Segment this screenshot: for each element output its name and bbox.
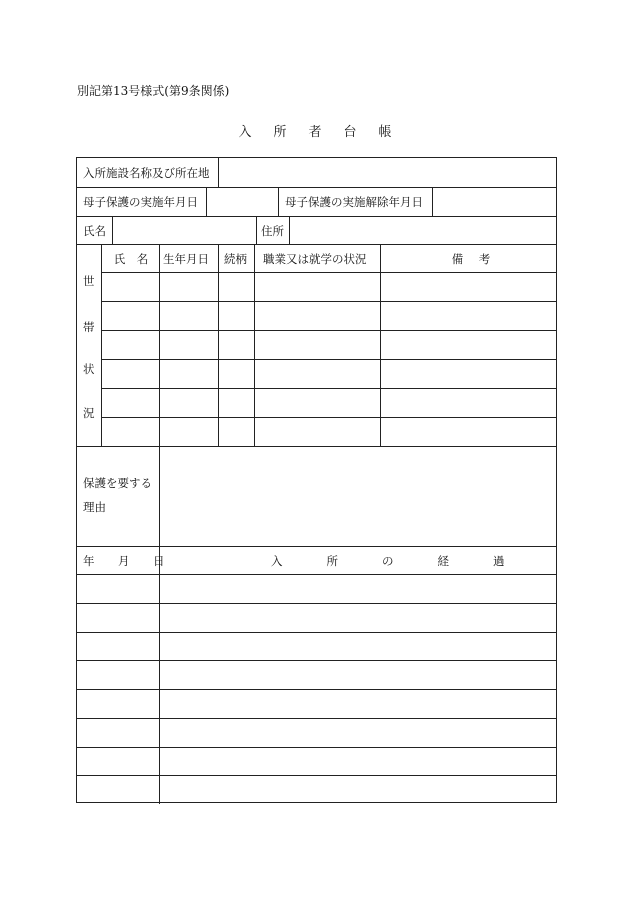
divider (101, 301, 556, 302)
history-row-3-date-cell[interactable] (79, 634, 157, 659)
divider (77, 747, 556, 748)
household-row-4-occupation-cell[interactable] (256, 361, 378, 386)
household-row-6-birthdate-cell[interactable] (161, 419, 216, 444)
divider (159, 244, 160, 446)
col-header-name: 氏 名 (113, 252, 149, 266)
household-row-1-occupation-cell[interactable] (256, 274, 378, 299)
divider (254, 244, 255, 446)
divider (101, 388, 556, 389)
divider (218, 158, 219, 187)
household-row-4-name-cell[interactable] (103, 361, 157, 386)
history-row-6-progress-cell[interactable] (161, 720, 554, 745)
household-row-1-relation-cell[interactable] (220, 274, 252, 299)
col-header-relation: 続柄 (224, 252, 247, 266)
history-row-2-date-cell[interactable] (79, 605, 157, 630)
household-row-3-occupation-cell[interactable] (256, 332, 378, 357)
household-row-5-birthdate-cell[interactable] (161, 390, 216, 415)
divider (101, 244, 102, 446)
col-header-occupation: 職業又は就学の状況 (263, 252, 367, 266)
divider (432, 187, 433, 216)
household-row-2-name-cell[interactable] (103, 303, 157, 328)
address-label: 住所 (261, 224, 284, 238)
reason-label-line-1: 保護を要する (83, 476, 152, 490)
divider (77, 216, 556, 217)
household-row-5-name-cell[interactable] (103, 390, 157, 415)
divider (159, 446, 160, 804)
household-side-label-3: 状 (83, 362, 95, 376)
household-row-4-birthdate-cell[interactable] (161, 361, 216, 386)
history-date-header: 年 月 日 (83, 554, 171, 568)
history-row-4-progress-cell[interactable] (161, 662, 554, 687)
protection-end-label: 母子保護の実施解除年月日 (285, 195, 423, 209)
history-row-1-date-cell[interactable] (79, 576, 157, 601)
page-title: 入所者台帳 (238, 125, 414, 140)
divider (256, 216, 257, 244)
col-header-remarks: 備 考 (451, 252, 493, 266)
divider (101, 359, 556, 360)
household-side-label-4: 況 (83, 406, 95, 420)
divider (77, 660, 556, 661)
household-row-4-relation-cell[interactable] (220, 361, 252, 386)
name-label: 氏名 (83, 224, 106, 238)
divider (77, 689, 556, 690)
col-header-birthdate: 生年月日 (163, 252, 209, 266)
address-field[interactable] (291, 218, 554, 242)
name-field[interactable] (114, 218, 252, 242)
household-side-label-1: 世 (83, 274, 95, 288)
divider (77, 718, 556, 719)
facility-label: 入所施設名称及び所在地 (83, 166, 210, 180)
history-row-2-progress-cell[interactable] (161, 605, 554, 630)
household-row-6-relation-cell[interactable] (220, 419, 252, 444)
registry-form (76, 157, 557, 803)
divider (218, 244, 219, 446)
divider (289, 216, 290, 244)
divider (206, 187, 207, 216)
household-row-5-remarks-cell[interactable] (382, 390, 554, 415)
household-row-5-occupation-cell[interactable] (256, 390, 378, 415)
history-progress-header: 入所の経過 (271, 554, 549, 568)
household-row-1-remarks-cell[interactable] (382, 274, 554, 299)
history-row-4-date-cell[interactable] (79, 662, 157, 687)
household-row-2-occupation-cell[interactable] (256, 303, 378, 328)
history-row-8-date-cell[interactable] (79, 777, 157, 802)
protection-start-field[interactable] (208, 189, 276, 214)
household-row-1-birthdate-cell[interactable] (161, 274, 216, 299)
facility-field[interactable] (220, 160, 550, 185)
household-row-6-remarks-cell[interactable] (382, 419, 554, 444)
divider (77, 546, 556, 547)
protection-start-label: 母子保護の実施年月日 (83, 195, 198, 209)
protection-end-field[interactable] (434, 189, 554, 214)
household-row-3-relation-cell[interactable] (220, 332, 252, 357)
household-row-2-birthdate-cell[interactable] (161, 303, 216, 328)
history-row-1-progress-cell[interactable] (161, 576, 554, 601)
history-row-3-progress-cell[interactable] (161, 634, 554, 659)
household-row-6-occupation-cell[interactable] (256, 419, 378, 444)
divider (278, 187, 279, 216)
household-row-3-name-cell[interactable] (103, 332, 157, 357)
household-row-3-remarks-cell[interactable] (382, 332, 554, 357)
divider (380, 244, 381, 446)
form-caption: 別記第13号様式(第9条関係) (77, 84, 230, 98)
divider (112, 216, 113, 244)
history-row-5-date-cell[interactable] (79, 691, 157, 716)
divider (101, 330, 556, 331)
household-row-2-relation-cell[interactable] (220, 303, 252, 328)
history-row-6-date-cell[interactable] (79, 720, 157, 745)
household-row-6-name-cell[interactable] (103, 419, 157, 444)
divider (77, 775, 556, 776)
history-row-7-date-cell[interactable] (79, 749, 157, 774)
divider (101, 272, 556, 273)
household-row-2-remarks-cell[interactable] (382, 303, 554, 328)
divider (77, 187, 556, 188)
household-row-1-name-cell[interactable] (103, 274, 157, 299)
reason-field[interactable] (161, 448, 554, 544)
history-row-7-progress-cell[interactable] (161, 749, 554, 774)
divider (77, 632, 556, 633)
history-row-8-progress-cell[interactable] (161, 777, 554, 802)
household-row-4-remarks-cell[interactable] (382, 361, 554, 386)
household-row-3-birthdate-cell[interactable] (161, 332, 216, 357)
divider (77, 446, 556, 447)
divider (77, 574, 556, 575)
history-row-5-progress-cell[interactable] (161, 691, 554, 716)
reason-label-line-2: 理由 (83, 500, 106, 514)
household-row-5-relation-cell[interactable] (220, 390, 252, 415)
divider (101, 417, 556, 418)
divider (77, 244, 556, 245)
household-side-label-2: 帯 (83, 320, 95, 334)
divider (77, 603, 556, 604)
